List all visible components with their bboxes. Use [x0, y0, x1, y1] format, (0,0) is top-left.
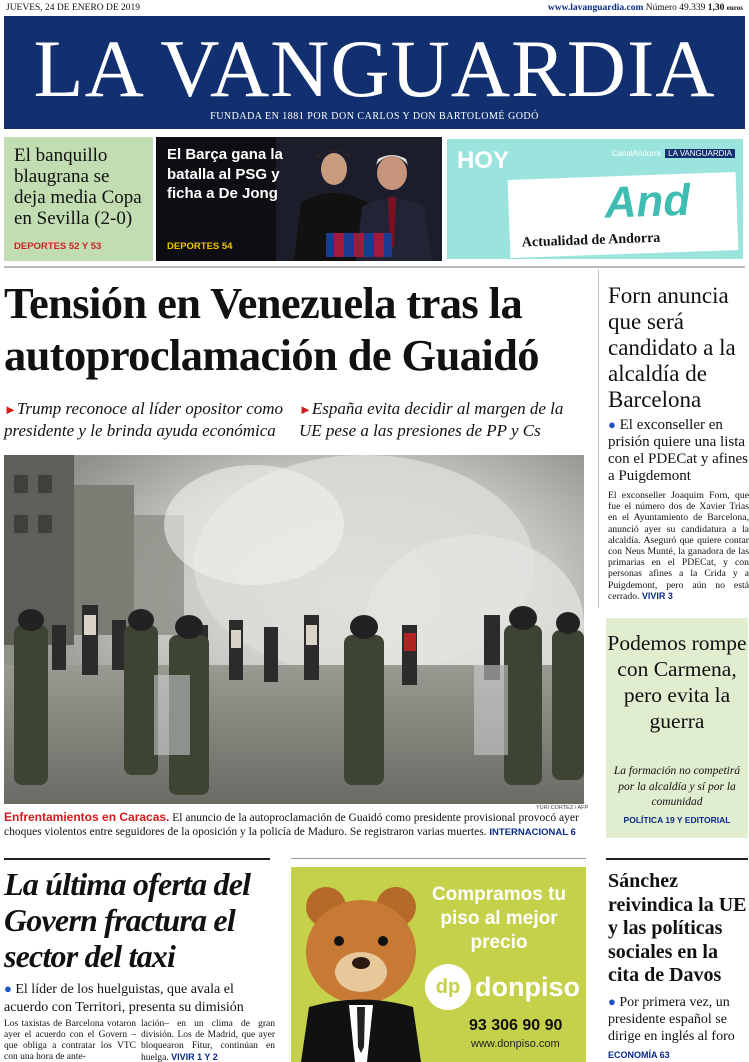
donpiso-logo: [425, 964, 580, 1010]
bottom-right-rule: [606, 858, 748, 860]
photo-caption: [4, 811, 588, 839]
teaser-barca-section: DEPORTES 54: [167, 241, 233, 252]
newspaper-title[interactable]: LA VANGUARDIA: [33, 23, 716, 114]
podemos-headline: Podemos rompe con Carmena, pero evita la guerra: [607, 631, 747, 733]
podemos-box[interactable]: [606, 618, 748, 838]
forn-body: [608, 490, 749, 602]
cover-price: 1,30: [707, 3, 725, 13]
taxi-bullet: [4, 980, 278, 1016]
taxi-bullet-text: El líder de los huelguistas, que avala el acuerdo con Territori, presenta su dimisión: [4, 982, 244, 1015]
taxi-body-col1: Los taxistas de Barcelona votaron ayer el acuerdo con el Govern –que obliga a contratar los VTC con una hora de ante-: [4, 1019, 136, 1062]
column-divider: [598, 270, 599, 608]
founding-line: FUNDADA EN 1881 POR DON CARLOS Y DON BARTOLOMÉ GODÓ: [210, 111, 539, 122]
podemos-subhead: La formación no competirá por la alcaldía y sí por la comunidad: [613, 765, 741, 808]
sanchez-headline[interactable]: Sánchez reivindica la UE y las políticas sociales en la cita de Davos: [608, 870, 747, 986]
teaser-andorra[interactable]: [445, 137, 745, 261]
ad-website[interactable]: www.donpiso.com: [471, 1038, 560, 1050]
teaser-copa-section: DEPORTES 52 Y 53: [14, 241, 102, 252]
caption-text: El anuncio de la autoproclamación de Guaidó como presidente provisional provocó ayer choques violentos entre seguidores de la oposición y la policía de Maduro. Se registraron varias muertes.: [4, 812, 579, 838]
today-label: HOY: [457, 147, 510, 174]
edition-meta: [548, 3, 743, 13]
taxi-section-ref[interactable]: VIVIR 1 Y 2: [171, 1052, 218, 1062]
caracas-clash-photo: [4, 455, 584, 804]
taxi-headline[interactable]: La última oferta del Govern fractura el sector del taxi: [4, 866, 251, 974]
teaser-copa[interactable]: [4, 137, 153, 261]
edition-info-bar: [6, 3, 743, 17]
ad-phone[interactable]: 93 306 90 90: [469, 1017, 563, 1034]
issue-number: Número 49.339: [645, 3, 706, 13]
bottom-middle-rule: [291, 858, 586, 859]
bullet-dot-icon: ●: [608, 994, 616, 1009]
sanchez-section-ref[interactable]: ECONOMÍA 63: [608, 1050, 670, 1060]
teddy-bear-illustration: [291, 867, 431, 1062]
lead-headline[interactable]: Tensión en Venezuela tras la autoproclamación de Guaidó: [4, 278, 539, 380]
caption-section-ref[interactable]: INTERNACIONAL 6: [489, 826, 576, 838]
bullet-dot-icon: ●: [4, 981, 12, 996]
forn-body-text: El exconseller Joaquim Forn, que fue el número dos de Xavier Trias en el Ayuntamiento de Barcelona, anunció ayer su candidatura a la alcaldía. Aseguró que quiere contar con Neus Munté, la ganadora de las primarias en el PDECat, y con personas afines a la Crida y a Puigdemont, pero aún no está cerrado.: [608, 490, 749, 602]
price-currency: euros: [726, 4, 743, 12]
sanchez-bullet-text: Por primera vez, un presidente español se dirige en inglés al foro: [608, 995, 735, 1044]
donpiso-ad[interactable]: [291, 867, 586, 1062]
triangle-bullet-icon: ►: [299, 402, 312, 417]
andorra-card: [508, 172, 739, 258]
edition-date: JUEVES, 24 DE ENERO DE 2019: [6, 3, 141, 13]
taxi-body-col2: [141, 1019, 275, 1062]
lead-photo[interactable]: [4, 455, 584, 804]
ad-brand-name: donpiso: [475, 971, 580, 1002]
website-link[interactable]: www.lavanguardia.com: [547, 3, 644, 13]
bottom-left-rule: [4, 858, 270, 860]
teaser-barca-title: El Barça gana la batalla al PSG y ficha a De Jong: [167, 146, 283, 202]
canal-andorra-label: CanalAndorra: [611, 149, 662, 158]
photo-credit: YURI CORTEZ / AFP: [536, 805, 589, 811]
forn-bullet-text: El exconseller en prisión quiere una lista con el PDECat y afines a Puigdemont: [608, 417, 748, 484]
section-divider: [4, 266, 745, 268]
andorra-brand: [612, 149, 735, 158]
podemos-section-ref[interactable]: POLÍTICA 19 Y EDITORIAL: [623, 815, 731, 825]
triangle-bullet-icon: ►: [4, 402, 17, 417]
teaser-barca[interactable]: [156, 137, 442, 261]
masthead: [0, 16, 749, 132]
forn-headline[interactable]: Forn anuncia que será candidato a la alcaldía de Barcelona: [608, 283, 736, 412]
lead-subhead-1: [4, 398, 290, 441]
dp-logo-icon: dp: [425, 964, 471, 1010]
forn-section-ref[interactable]: VIVIR 3: [641, 590, 673, 601]
caption-title: Enfrentamientos en Caracas.: [4, 810, 170, 824]
andorra-logo: And: [603, 175, 691, 228]
bullet-dot-icon: ●: [608, 417, 616, 432]
ad-copy: Compramos tu piso al mejor precio: [431, 884, 567, 953]
sanchez-bullet: [608, 993, 749, 1045]
lv-mini-logo: LA VANGUARDIA: [665, 149, 735, 158]
lead-subhead-1-text: Trump reconoce al líder opositor como presidente y le brinda ayuda económica: [4, 399, 284, 440]
forn-bullet: [608, 416, 748, 485]
teaser-copa-title: El banquillo blaugrana se deja media Copa en Sevilla (2-0): [14, 145, 142, 229]
andorra-subtitle: Actualidad de Andorra: [521, 230, 661, 251]
taxi-body-col2-text: lación– en un clima de gran división. Los de Madrid, que ayer bloquearon Fitur, continúan en huelga.: [141, 1019, 275, 1062]
lead-subhead-2-text: España evita decidir al margen de la UE pese a las presiones de PP y Cs: [299, 399, 564, 440]
lead-subhead-2: [299, 398, 589, 441]
